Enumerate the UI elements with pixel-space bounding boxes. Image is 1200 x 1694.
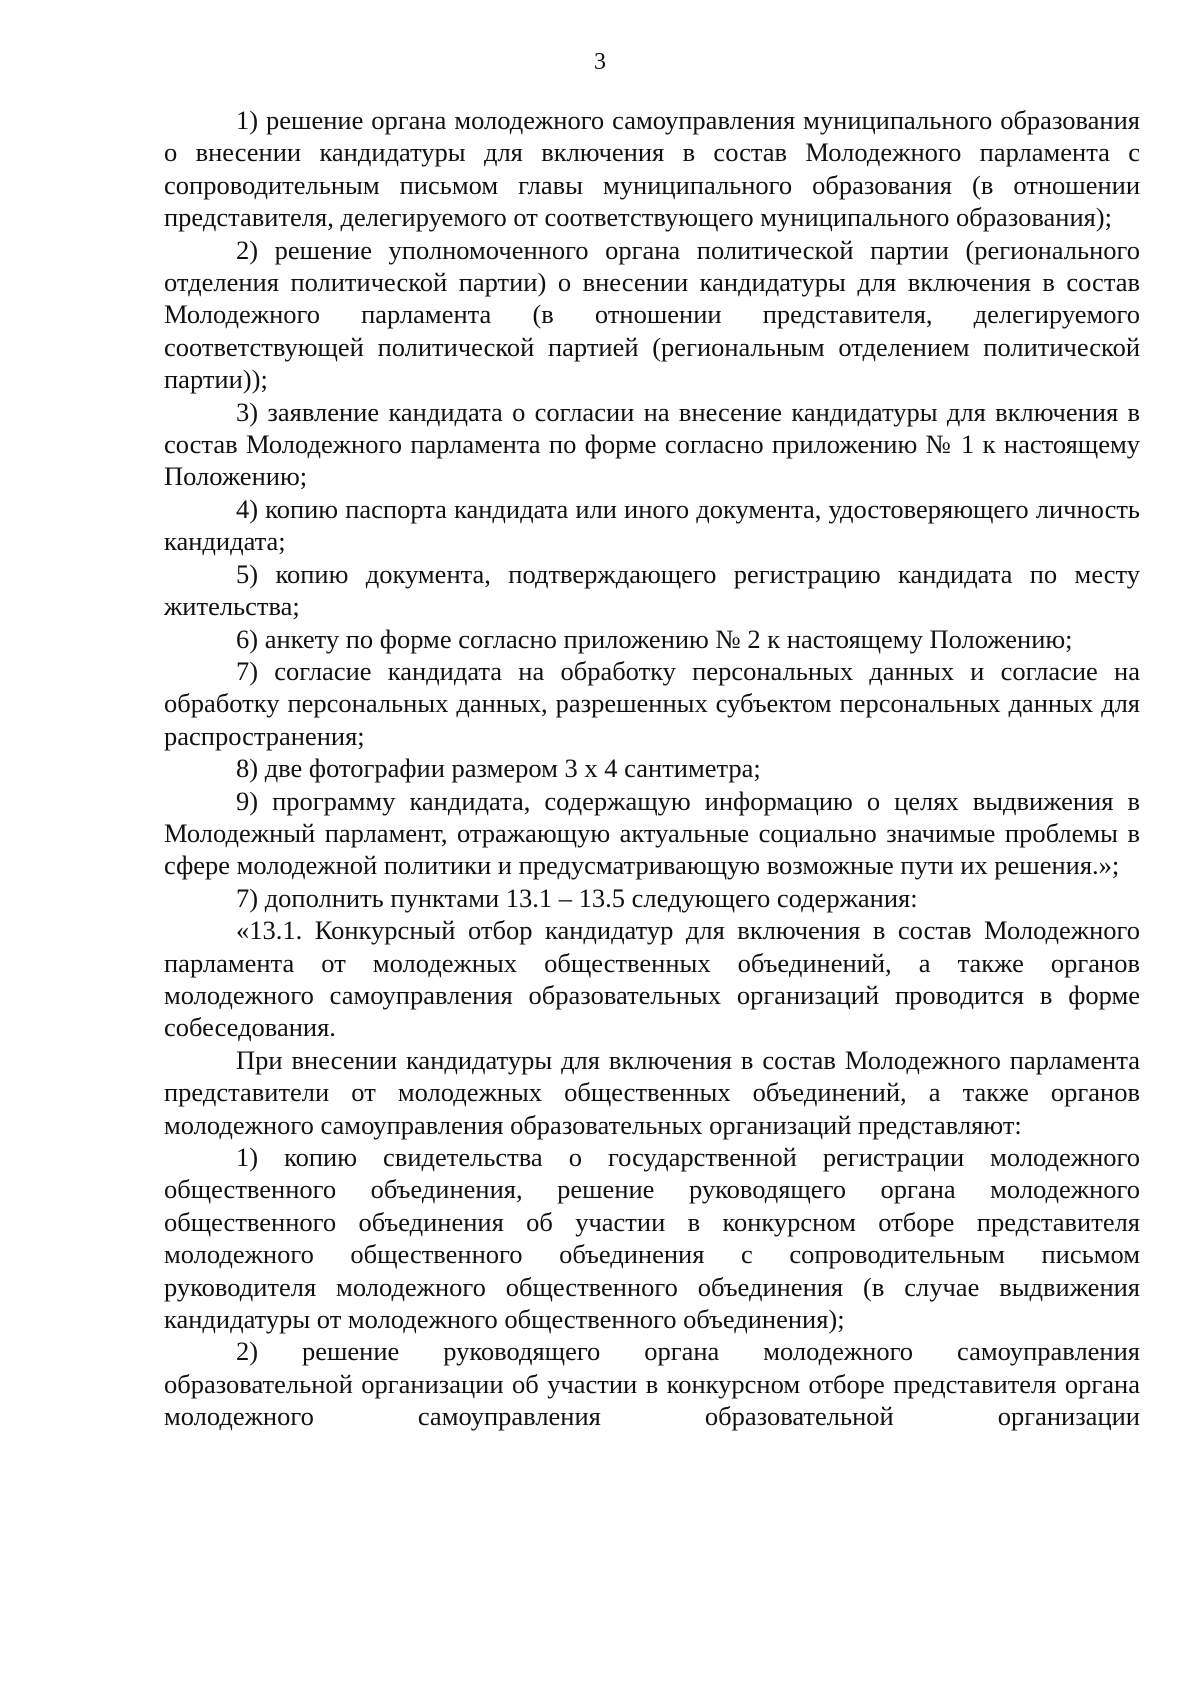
paragraph-6: 6) анкету по форме согласно приложению № 2 к настоящему Положению; [236, 623, 1073, 654]
paragraph-8: 8) две фотографии размером 3 х 4 сантиметра; [236, 753, 761, 784]
paragraph-10: 7) дополнить пунктами 13.1 – 13.5 следующего содержания: [236, 882, 918, 913]
paragraph-5: 5) копию документа, подтверждающего регистрацию кандидата по месту жительства; [164, 558, 1140, 622]
document-body [164, 104, 1140, 1433]
paragraph-14: 2) решение руководящего органа молодежного самоуправления образовательной организации об участии в конкурсном отборе представителя органа молодежного самоуправления образовательной организации [164, 1336, 1140, 1432]
paragraph-11: «13.1. Конкурсный отбор кандидатур для включения в состав Молодежного парламента от молодежных общественных объединений, а также органов молодежного самоуправления образовательных организаций проводится в форме собеседования. [164, 915, 1140, 1043]
paragraph-9: 9) программу кандидата, содержащую информацию о целях выдвижения в Молодежный парламент, отражающую актуальные социально значимые проблемы в сфере молодежной политики и предусматривающую возможные пути их решения.»; [164, 785, 1140, 881]
page-number: 3 [594, 49, 606, 75]
paragraph-7: 7) согласие кандидата на обработку персональных данных и согласие на обработку персональных данных, разрешенных субъектом персональных данных для распространения; [164, 655, 1140, 751]
paragraph-3: 3) заявление кандидата о согласии на внесение кандидатуры для включения в состав Молодежного парламента по форме согласно приложению № 1 к настоящему Положению; [164, 396, 1140, 492]
paragraph-12: При внесении кандидатуры для включения в состав Молодежного парламента представители от молодежных общественных объединений, а также органов молодежного самоуправления образовательных организаций представляют: [164, 1044, 1140, 1140]
paragraph-2: 2) решение уполномоченного органа политической партии (регионального отделения политической партии) о внесении кандидатуры для включения в состав Молодежного парламента (в отношении представителя, делегируемого соответствующей политической партией (региональным отделением политической партии)); [164, 234, 1140, 395]
paragraph-13: 1) копию свидетельства о государственной регистрации молодежного общественного объединения, решение руководящего органа молодежного общественного объединения об участии в конкурсном отборе представителя молодежного общественного объединения с сопроводительным письмом руководителя молодежного общественного объединения (в случае выдвижения кандидатуры от молодежного общественного объединения); [164, 1142, 1140, 1335]
paragraph-1: 1) решение органа молодежного самоуправления муниципального образования о внесении кандидатуры для включения в состав Молодежного парламента с сопроводительным письмом главы муниципального образования (в отношении представителя, делегируемого от соответствующего муниципального образования); [164, 105, 1140, 233]
paragraph-4: 4) копию паспорта кандидата или иного документа, удостоверяющего личность кандидата; [164, 493, 1140, 557]
